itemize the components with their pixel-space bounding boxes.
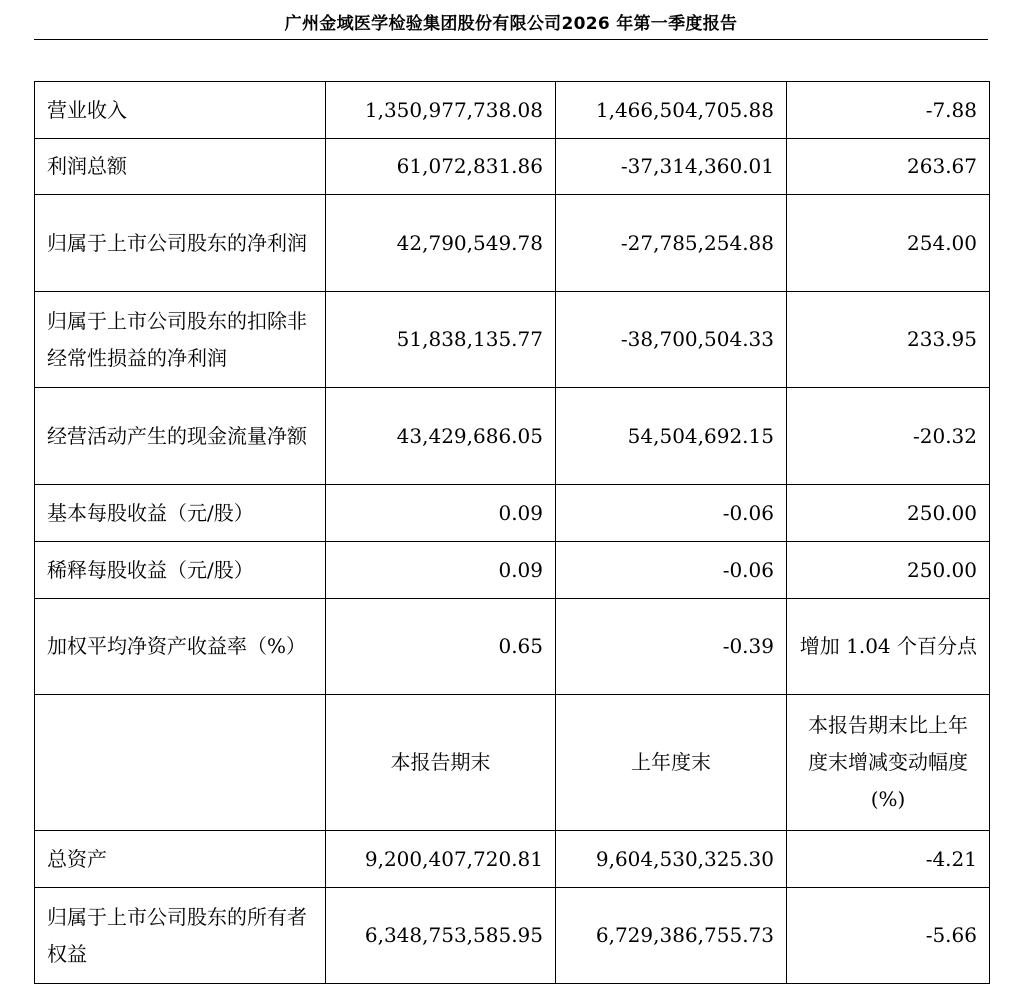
row-label: 稀释每股收益（元/股） — [35, 542, 326, 599]
prior-period-value: 1,466,504,705.88 — [556, 82, 787, 139]
table-header-row — [35, 695, 990, 831]
prior-period-value: -27,785,254.88 — [556, 195, 787, 292]
current-period-value: 0.09 — [326, 485, 556, 542]
change-percent-value: -7.88 — [787, 82, 990, 139]
current-period-value: 42,790,549.78 — [326, 195, 556, 292]
table-row — [35, 82, 990, 139]
current-period-value: 9,200,407,720.81 — [326, 831, 556, 888]
table-row — [35, 888, 990, 984]
change-percent-value: -5.66 — [787, 888, 990, 984]
current-period-value: 6,348,753,585.95 — [326, 888, 556, 984]
current-period-value: 0.09 — [326, 542, 556, 599]
change-percent-value: -4.21 — [787, 831, 990, 888]
current-period-value: 0.65 — [326, 599, 556, 695]
row-label: 利润总额 — [35, 139, 326, 195]
row-label: 经营活动产生的现金流量净额 — [35, 388, 326, 485]
table-row — [35, 388, 990, 485]
prior-period-value: -37,314,360.01 — [556, 139, 787, 195]
current-period-value: 61,072,831.86 — [326, 139, 556, 195]
table-row — [35, 485, 990, 542]
table-row — [35, 139, 990, 195]
row-label: 基本每股收益（元/股） — [35, 485, 326, 542]
change-percent-value: 254.00 — [787, 195, 990, 292]
row-label: 营业收入 — [35, 82, 326, 139]
change-percent-value: 增加 1.04 个百分点 — [787, 599, 990, 695]
row-label: 归属于上市公司股东的扣除非经常性损益的净利润 — [35, 292, 326, 388]
change-percent-value: -20.32 — [787, 388, 990, 485]
row-label: 总资产 — [35, 831, 326, 888]
current-period-value: 51,838,135.77 — [326, 292, 556, 388]
change-percent-value: 250.00 — [787, 542, 990, 599]
current-period-value: 43,429,686.05 — [326, 388, 556, 485]
financial-data-table — [34, 81, 990, 984]
document-title: 广州金域医学检验集团股份有限公司2026 年第一季度报告 — [284, 14, 738, 34]
prior-period-value: -0.39 — [556, 599, 787, 695]
header-label-cell — [35, 695, 326, 831]
prior-period-value: 9,604,530,325.30 — [556, 831, 787, 888]
table-row — [35, 831, 990, 888]
prior-period-value: 54,504,692.15 — [556, 388, 787, 485]
table-row — [35, 292, 990, 388]
change-percent-value: 233.95 — [787, 292, 990, 388]
current-period-value: 1,350,977,738.08 — [326, 82, 556, 139]
column-header-current: 本报告期末 — [326, 695, 556, 831]
row-label: 归属于上市公司股东的所有者权益 — [35, 888, 326, 984]
table-row — [35, 599, 990, 695]
document-header — [34, 0, 988, 40]
column-header-change: 本报告期末比上年度末增减变动幅度(%) — [787, 695, 990, 831]
prior-period-value: -0.06 — [556, 485, 787, 542]
table-row — [35, 195, 990, 292]
column-header-prior: 上年度末 — [556, 695, 787, 831]
change-percent-value: 263.67 — [787, 139, 990, 195]
prior-period-value: -38,700,504.33 — [556, 292, 787, 388]
table-row — [35, 542, 990, 599]
prior-period-value: -0.06 — [556, 542, 787, 599]
row-label: 归属于上市公司股东的净利润 — [35, 195, 326, 292]
change-percent-value: 250.00 — [787, 485, 990, 542]
row-label: 加权平均净资产收益率（%） — [35, 599, 326, 695]
prior-period-value: 6,729,386,755.73 — [556, 888, 787, 984]
